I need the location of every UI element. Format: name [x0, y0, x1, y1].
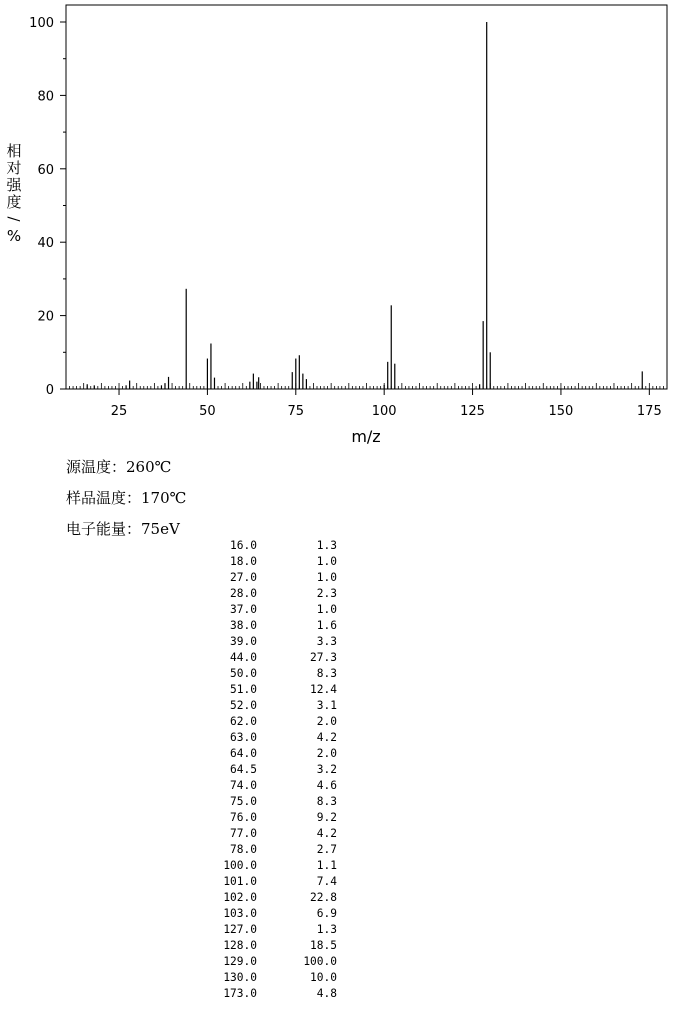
x-tick-label: 150 — [548, 404, 574, 419]
x-axis-label: m/z — [351, 427, 381, 446]
abundance-cell: 1.1 — [316, 859, 337, 872]
mz-cell: 101.0 — [223, 875, 257, 888]
table-row — [200, 666, 337, 682]
mz-cell: 75.0 — [230, 795, 257, 808]
abundance-cell: 3.1 — [316, 699, 337, 712]
mz-cell: 127.0 — [223, 923, 257, 936]
table-row — [200, 746, 337, 762]
x-minor-ticks — [66, 383, 667, 389]
y-tick-label: 0 — [45, 383, 54, 398]
abundance-cell: 8.3 — [316, 667, 337, 680]
abundance-cell: 2.7 — [316, 843, 337, 856]
abundance-cell: 1.3 — [316, 539, 337, 552]
x-tick-label: 75 — [287, 404, 305, 419]
mz-cell: 100.0 — [223, 859, 257, 872]
plot-frame — [66, 5, 667, 389]
y-axis-label-char: / — [5, 216, 23, 222]
table-row — [200, 842, 337, 858]
table-row — [200, 938, 337, 954]
mz-cell: 51.0 — [230, 683, 257, 696]
mz-cell: 64.5 — [230, 763, 257, 776]
table-row — [200, 826, 337, 842]
x-tick-label: 125 — [460, 404, 485, 419]
x-axis-ticks — [111, 389, 662, 419]
y-axis-label-char: 对 — [6, 159, 22, 177]
abundance-cell: 3.3 — [316, 635, 337, 648]
y-axis-label — [5, 142, 23, 245]
mz-cell: 173.0 — [223, 987, 257, 1000]
table-row — [200, 554, 337, 570]
mz-cell: 74.0 — [230, 779, 257, 792]
abundance-cell: 1.0 — [316, 603, 337, 616]
mz-cell: 64.0 — [230, 747, 257, 760]
abundance-cell: 1.0 — [316, 555, 337, 568]
table-row — [200, 730, 337, 746]
table-row — [200, 970, 337, 986]
table-row — [200, 890, 337, 906]
abundance-cell: 6.9 — [316, 907, 337, 920]
table-row — [200, 986, 337, 1002]
table-row — [200, 794, 337, 810]
mz-cell: 78.0 — [230, 843, 257, 856]
electron-energy: 电子能量：75eV — [66, 520, 180, 538]
table-row — [200, 538, 337, 554]
table-row — [200, 650, 337, 666]
mz-cell: 103.0 — [223, 907, 257, 920]
mz-cell: 27.0 — [230, 571, 257, 584]
table-row — [200, 922, 337, 938]
y-tick-label: 60 — [37, 162, 54, 178]
table-row — [200, 698, 337, 714]
abundance-cell: 1.0 — [316, 571, 337, 584]
abundance-cell: 4.2 — [316, 827, 337, 840]
y-tick-label: 40 — [37, 236, 54, 252]
table-row — [200, 858, 337, 874]
mz-cell: 44.0 — [230, 651, 257, 664]
x-tick-label: 25 — [110, 404, 128, 419]
y-axis-label-char: 相 — [6, 142, 22, 160]
mz-cell: 28.0 — [230, 587, 257, 600]
table-row — [200, 810, 337, 826]
abundance-cell: 3.2 — [316, 763, 337, 776]
mz-cell: 37.0 — [230, 603, 257, 616]
mz-cell: 50.0 — [230, 667, 257, 680]
mz-cell: 77.0 — [230, 827, 257, 840]
mz-cell: 16.0 — [230, 539, 257, 552]
table-row — [200, 618, 337, 634]
table-row — [200, 634, 337, 650]
x-tick-label: 50 — [199, 404, 216, 419]
mz-cell: 128.0 — [223, 939, 257, 952]
y-tick-label: 20 — [37, 309, 54, 325]
table-row — [200, 778, 337, 794]
abundance-cell: 4.8 — [316, 987, 337, 1000]
y-axis-label-char: 度 — [6, 193, 22, 211]
peak-table — [200, 538, 337, 1002]
mz-cell: 130.0 — [223, 971, 257, 984]
table-row — [200, 906, 337, 922]
table-row — [200, 954, 337, 970]
abundance-cell: 4.2 — [316, 731, 337, 744]
x-tick-label: 100 — [371, 404, 397, 419]
mz-cell: 52.0 — [230, 699, 257, 712]
abundance-cell: 1.3 — [316, 923, 337, 936]
mz-cell: 18.0 — [230, 555, 257, 568]
mass-spectrum-chart — [0, 0, 680, 450]
y-tick-label: 100 — [29, 16, 54, 31]
mz-cell: 63.0 — [230, 731, 257, 744]
abundance-cell: 7.4 — [316, 875, 337, 888]
y-axis-label-char: % — [6, 227, 22, 245]
table-row — [200, 874, 337, 890]
abundance-cell: 100.0 — [303, 955, 337, 968]
table-row — [200, 570, 337, 586]
mz-cell: 38.0 — [230, 619, 257, 632]
table-row — [200, 714, 337, 730]
abundance-cell: 27.3 — [310, 651, 337, 664]
y-tick-label: 80 — [37, 89, 54, 105]
mz-cell: 39.0 — [230, 635, 257, 648]
abundance-cell: 10.0 — [310, 971, 337, 984]
mz-cell: 62.0 — [230, 715, 257, 728]
table-row — [200, 762, 337, 778]
abundance-cell: 9.2 — [316, 811, 337, 824]
y-axis-label-char: 强 — [6, 176, 22, 194]
spectrum-peaks — [87, 22, 642, 389]
source-temperature: 源温度：260℃ — [66, 458, 172, 476]
abundance-cell: 18.5 — [310, 939, 337, 952]
abundance-cell: 2.0 — [316, 715, 337, 728]
table-row — [200, 602, 337, 618]
mz-cell: 76.0 — [230, 811, 257, 824]
abundance-cell: 12.4 — [310, 683, 337, 696]
abundance-cell: 22.8 — [310, 891, 337, 904]
table-row — [200, 682, 337, 698]
abundance-cell: 2.0 — [316, 747, 337, 760]
abundance-cell: 8.3 — [316, 795, 337, 808]
abundance-cell: 1.6 — [316, 619, 337, 632]
y-axis-ticks — [29, 16, 66, 398]
abundance-cell: 4.6 — [316, 779, 337, 792]
mz-cell: 102.0 — [223, 891, 257, 904]
x-tick-label: 175 — [636, 404, 662, 419]
sample-temperature: 样品温度：170℃ — [66, 489, 187, 507]
table-row — [200, 586, 337, 602]
mz-cell: 129.0 — [223, 955, 257, 968]
abundance-cell: 2.3 — [316, 587, 337, 600]
